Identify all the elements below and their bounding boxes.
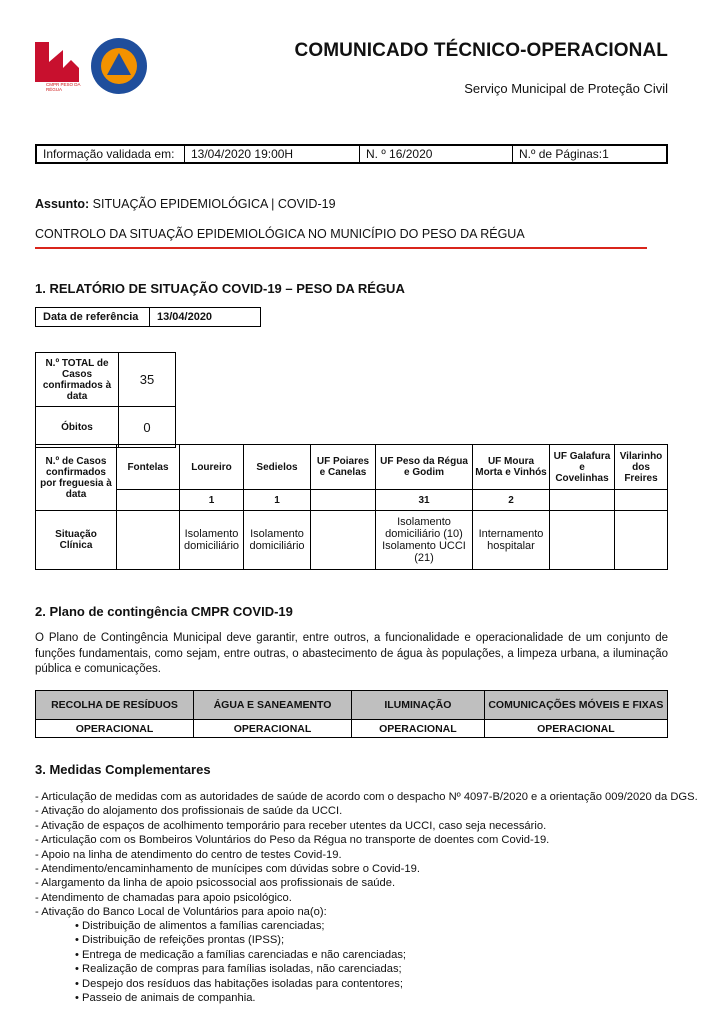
parish-name: Loureiro <box>180 445 244 490</box>
parish-label: N.º de Casos confirmados por freguesia à data <box>36 445 117 511</box>
parish-count <box>550 490 615 511</box>
section2-heading: 2. Plano de contingência CMPR COVID-19 <box>35 604 293 619</box>
parish-name: UF Peso da Régua e Godim <box>376 445 473 490</box>
service-column-header: RECOLHA DE RESÍDUOS <box>36 691 194 720</box>
parish-count <box>117 490 180 511</box>
reference-date-label: Data de referência <box>36 308 150 327</box>
sub-list-item: • Realização de compras para famílias isoladas, não carenciadas; <box>75 963 402 976</box>
parish-clinical: Internamento hospitalar <box>473 511 550 570</box>
parish-count: 31 <box>376 490 473 511</box>
sub-list-item: • Despejo dos resíduos das habitações isoladas para contentores; <box>75 977 403 990</box>
info-bar <box>35 144 668 164</box>
list-item: - Atendimento/encaminhamento de munícipes com dúvidas sobre o Covid-19. <box>35 863 420 876</box>
reference-date-table <box>35 307 261 327</box>
civil-protection-seal-icon <box>90 37 148 95</box>
deaths-value: 0 <box>119 407 176 448</box>
municipality-logo-caption: CMPR PESO DA RÉGUA <box>46 82 81 92</box>
parish-count <box>311 490 376 511</box>
sub-list-item: • Distribuição de refeições prontas (IPSS); <box>75 934 285 947</box>
service-status: OPERACIONAL <box>36 720 194 738</box>
divider <box>35 247 647 249</box>
page-count: N.º de Páginas:1 <box>513 145 668 163</box>
list-item: - Alargamento da linha de apoio psicossocial aos profissionais de saúde. <box>35 877 396 890</box>
parish-clinical: Isolamento domiciliário <box>244 511 311 570</box>
reference-date-value: 13/04/2020 <box>150 308 261 327</box>
parish-table <box>35 444 668 570</box>
service-name: Serviço Municipal de Proteção Civil <box>464 81 668 96</box>
service-column-header: ÁGUA E SANEAMENTO <box>194 691 352 720</box>
list-item: - Articulação de medidas com as autoridades de saúde de acordo com o despacho Nº 4097-B/2020 e a orientação 009/2020 da DGS. <box>35 791 698 803</box>
parish-clinical: Isolamento domiciliário (10) Isolamento UCCI (21) <box>376 511 473 570</box>
parish-count: 1 <box>180 490 244 511</box>
subject-value: SITUAÇÃO EPIDEMIOLÓGICA | COVID-19 <box>89 197 336 211</box>
service-column-header: ILUMINAÇÃO <box>352 691 485 720</box>
contingency-table <box>35 690 668 738</box>
list-item: - Apoio na linha de atendimento do centro de testes Covid-19. <box>35 848 342 861</box>
parish-name: UF Poiares e Canelas <box>311 445 376 490</box>
parish-name: UF Moura Morta e Vinhós <box>473 445 550 490</box>
deaths-label: Óbitos <box>36 407 119 448</box>
parish-clinical: Isolamento domiciliário <box>180 511 244 570</box>
subject-label: Assunto: <box>35 197 90 211</box>
validated-label: Informação validada em: <box>36 145 185 163</box>
parish-name: UF Galafura e Covelinhas <box>550 445 615 490</box>
total-cases-value: 35 <box>119 353 176 407</box>
list-item: - Atendimento de chamadas para apoio psicológico. <box>35 891 292 904</box>
page-title: COMUNICADO TÉCNICO-OPERACIONAL <box>294 40 668 61</box>
service-column-header: COMUNICAÇÕES MÓVEIS E FIXAS <box>484 691 667 720</box>
parish-name: Sedielos <box>244 445 311 490</box>
parish-clinical <box>117 511 180 570</box>
list-item: - Articulação com os Bombeiros Voluntários do Peso da Régua no transporte de doentes com Covid-19. <box>35 834 550 847</box>
validated-value: 13/04/2020 19:00H <box>185 145 360 163</box>
communique-number: N. º 16/2020 <box>360 145 513 163</box>
subject <box>35 197 336 211</box>
total-cases-label: N.º TOTAL de Casos confirmados à data <box>36 353 119 407</box>
section1-heading: 1. RELATÓRIO DE SITUAÇÃO COVID-19 – PESO DA RÉGUA <box>35 281 405 296</box>
parish-clinical <box>550 511 615 570</box>
list-item: - Ativação do Banco Local de Voluntários para apoio na(o): <box>35 906 327 919</box>
section3-heading: 3. Medidas Complementares <box>35 762 211 777</box>
sub-list-item: • Passeio de animais de companhia. <box>75 992 256 1005</box>
totals-table <box>35 352 176 448</box>
list-item: - Ativação do alojamento dos profissionais de saúde da UCCI. <box>35 805 343 818</box>
volunteer-sublist <box>75 919 406 1005</box>
parish-count: 2 <box>473 490 550 511</box>
parish-count: 1 <box>244 490 311 511</box>
clinical-label: Situação Clínica <box>36 511 117 570</box>
parish-count <box>615 490 668 511</box>
sub-list-item: • Distribuição de alimentos a famílias carenciadas; <box>75 920 325 932</box>
measures-list <box>35 790 698 920</box>
service-status: OPERACIONAL <box>484 720 667 738</box>
list-item: - Ativação de espaços de acolhimento temporário para receber utentes da UCCI, caso seja necessário. <box>35 819 547 832</box>
parish-name: Fontelas <box>117 445 180 490</box>
section2-paragraph: O Plano de Contingência Municipal deve garantir, entre outros, a funcionalidade e operacionalidade de um conjunto de funções fundamentais, como sejam, entre outras, o abastecimento de água às populações, a limpeza urbana, a iluminação pública e comunicações. <box>35 632 668 675</box>
service-status: OPERACIONAL <box>352 720 485 738</box>
parish-name: Vilarinho dos Freires <box>615 445 668 490</box>
parish-clinical <box>311 511 376 570</box>
parish-clinical <box>615 511 668 570</box>
subject-line2: CONTROLO DA SITUAÇÃO EPIDEMIOLÓGICA NO MUNICÍPIO DO PESO DA RÉGUA <box>35 227 525 241</box>
service-status: OPERACIONAL <box>194 720 352 738</box>
sub-list-item: • Entrega de medicação a famílias carenciadas e não carenciadas; <box>75 948 407 961</box>
